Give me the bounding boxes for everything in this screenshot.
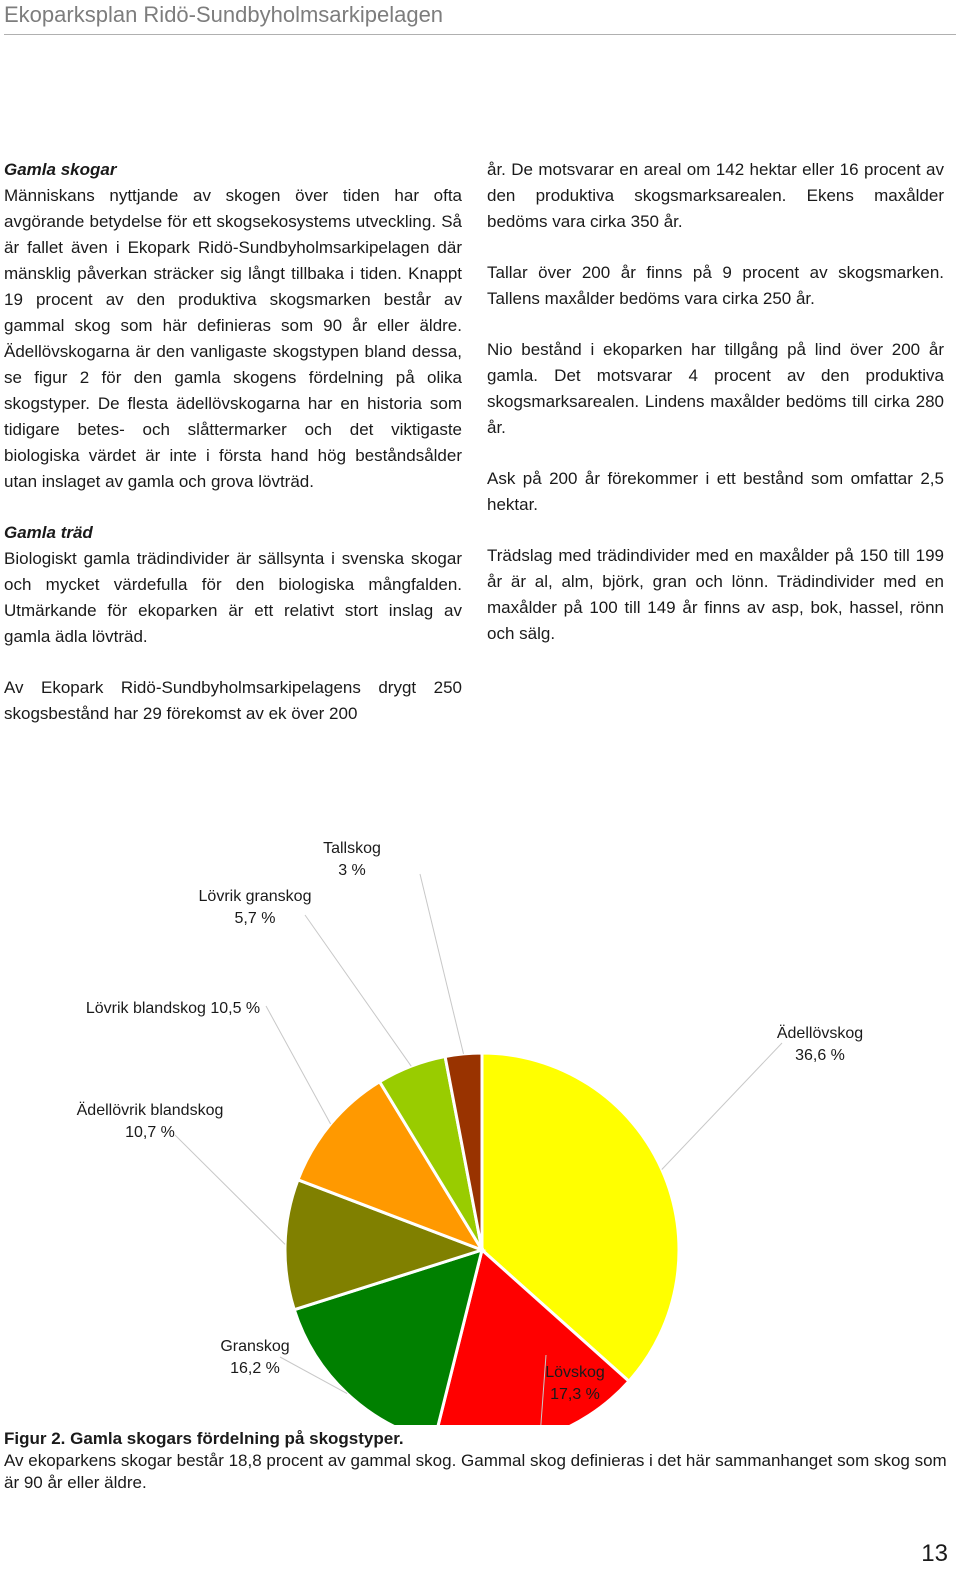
- right-column: [487, 157, 944, 647]
- section-body-gamla-skogar: Människans nyttjande av skogen över tiden har ofta avgörande betydelse för ett skogsekosystems utveckling. Så är fallet även i Ekopark Ridö-Sundbyholmsarkipelagen där mänsklig påverkan sträcker sig långt tillbaka i tiden. Knappt 19 procent av den produktiva skogsmarken består av gammal skog som här definieras som 90 år eller äldre. Ädellövskogarna är den vanligaste skogstypen bland dessa, se figur 2 för den gamla skogens fördelning på olika skogstyper. De flesta ädellövskogarna har en historia som tidigare betes- och slåttermarker och det viktigaste biologiska värdet är inte i första hand hög beståndsålder utan inslaget av gamla och grova lövträd.: [4, 186, 462, 491]
- slice-label-name: Ädellövrik blandskog: [76, 1102, 224, 1119]
- paragraph-tradslag: Trädslag med trädindivider med en maxålder på 150 till 199 år är al, alm, björk, gran och lönn. Trädindivider med en maxålder på 100 till 149 år finns av asp, bok, hassel, rönn och sälg.: [487, 546, 944, 643]
- figure-caption: [4, 1428, 956, 1494]
- slice-label-name: Tallskog: [323, 840, 381, 857]
- slice-label-value: 36,6 %: [795, 1047, 845, 1064]
- section-heading-gamla-trad: Gamla träd: [4, 523, 93, 542]
- slice-label-value: 17,3 %: [550, 1386, 600, 1403]
- slice-label-value: 16,2 %: [230, 1360, 280, 1377]
- leader-line: [266, 1006, 331, 1124]
- slice-label-name: Lövrik granskog: [198, 888, 312, 905]
- paragraph-tall: Tallar över 200 år finns på 9 procent av skogsmarken. Tallens maxålder bedöms vara cirka 250 år.: [487, 263, 944, 308]
- paragraph-ask: Ask på 200 år förekommer i ett bestånd som omfattar 2,5 hektar.: [487, 469, 944, 514]
- section-body-ek: Av Ekopark Ridö-Sundbyholmsarkipelagens drygt 250 skogsbestånd har 29 förekomst av ek över 200: [4, 678, 462, 723]
- paragraph-lind: Nio bestånd i ekoparken har tillgång på lind över 200 år gamla. Det motsvarar 4 procent av den produktiva skogsmarksarealen. Lindens maxålder bedöms till cirka 280 år.: [487, 340, 944, 437]
- figure-label: Figur 2. Gamla skogars fördelning på skogstyper.: [4, 1429, 404, 1448]
- section-body-gamla-trad: Biologiskt gamla trädindivider är sällsynta i svenska skogar och mycket värdefulla för den biologiska mångfalden. Utmärkande för ekoparken är ett relativt stort inslag av gamla ädla lövträd.: [4, 549, 462, 646]
- pie-chart: [0, 800, 960, 1425]
- paragraph-ek: år. De motsvarar en areal om 142 hektar eller 16 procent av den produktiva skogsmarksarealen. Ekens maxålder bedöms vara cirka 350 år.: [487, 160, 944, 231]
- slice-label-value: 10,7 %: [125, 1124, 175, 1141]
- slice-label-name: Granskog: [220, 1338, 290, 1355]
- page-number: 13: [921, 1540, 948, 1567]
- header-title: Ekoparksplan Ridö-Sundbyholmsarkipelagen: [4, 2, 444, 27]
- page-header: [4, 0, 956, 35]
- slice-label-value: 5,7 %: [234, 910, 276, 927]
- slice-label: Lövrik blandskog 10,5 %: [85, 1000, 261, 1017]
- slice-label-value: 3 %: [338, 862, 366, 879]
- slice-label-name: Ädellövskog: [776, 1025, 864, 1042]
- leader-line: [420, 874, 464, 1054]
- section-heading-gamla-skogar: Gamla skogar: [4, 160, 117, 179]
- leader-line: [305, 915, 411, 1066]
- slice-label-name: Lövskog: [545, 1364, 605, 1381]
- left-column: [4, 157, 462, 727]
- leader-line: [662, 1043, 782, 1170]
- leader-line: [175, 1135, 285, 1244]
- figure-caption-text: Av ekoparkens skogar består 18,8 procent av gammal skog. Gammal skog definieras i det här sammanhanget som skog som är 90 år eller äldre.: [4, 1451, 947, 1492]
